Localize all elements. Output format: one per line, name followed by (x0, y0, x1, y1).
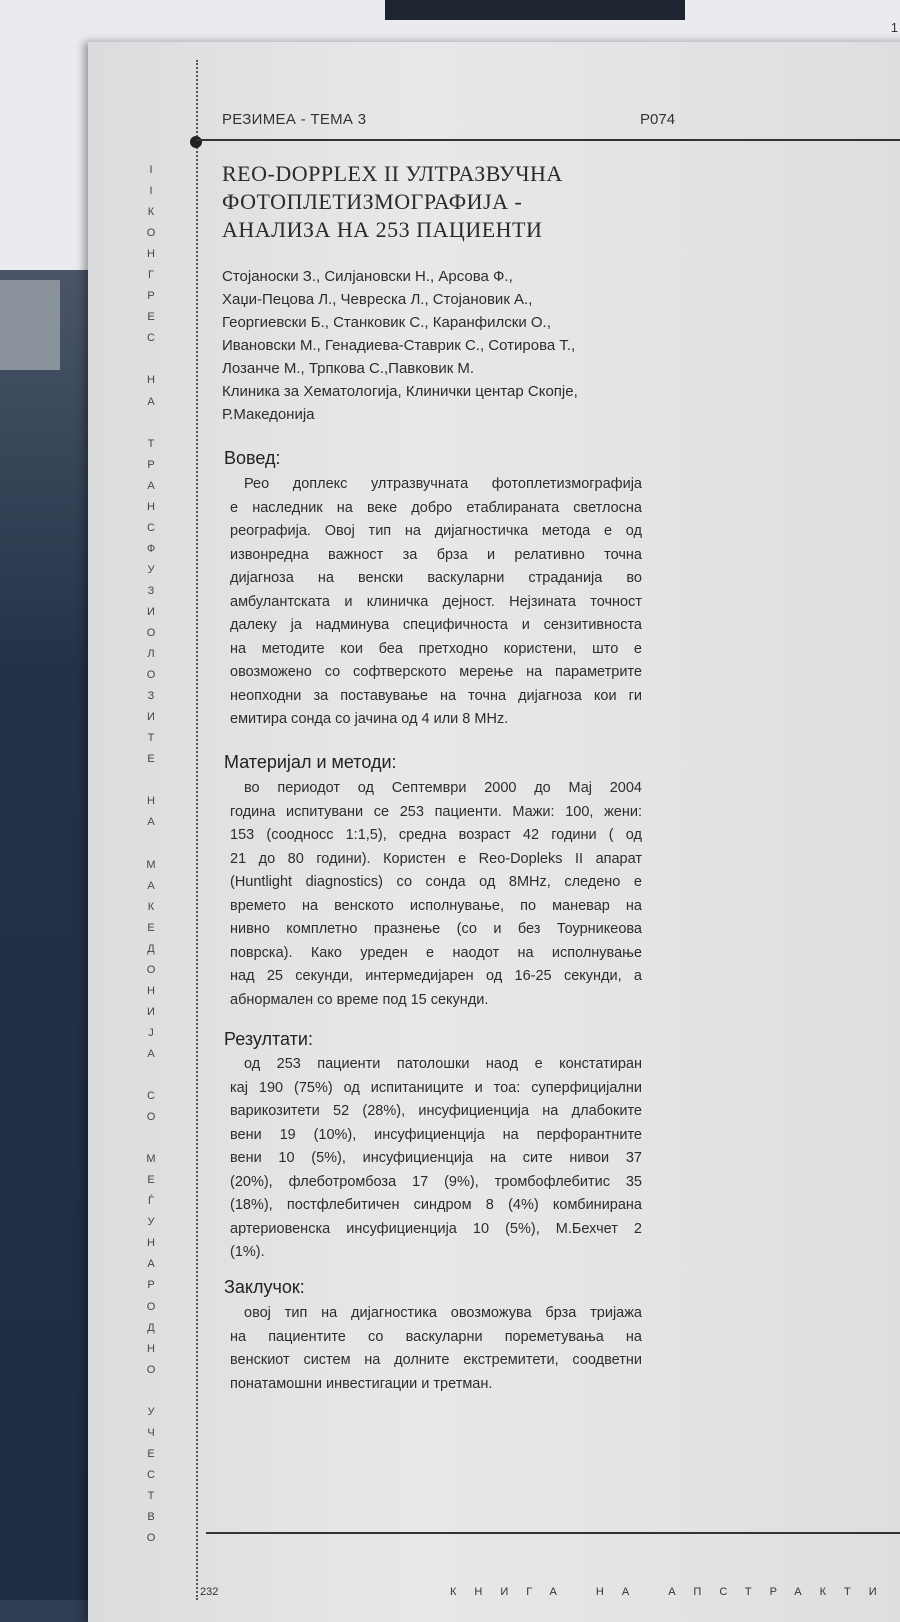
text-line: емитира сонда со јачина од 4 или 8 MHz. (230, 711, 509, 727)
conclusion-paragraph (230, 1302, 642, 1396)
background-left (0, 270, 95, 1600)
background-strip (0, 280, 60, 370)
vertical-text-char: Н (147, 248, 155, 261)
vertical-text-char: Д (147, 1321, 155, 1334)
vertical-text-char: З (147, 584, 155, 597)
vertical-text-char: У (147, 1405, 155, 1418)
text-line: извонредна важност за брза и релативно точна (230, 546, 642, 563)
text-line: артериовенска инсуфициенција 10 (5%), М.Бехчет 2 (230, 1220, 642, 1237)
vertical-text-char: М (146, 1153, 156, 1166)
text-line: на пациентите со васкуларни пореметувања на (230, 1328, 642, 1345)
affiliation-line: Клиника за Хематологија, Клинички центар Скопје, (222, 383, 578, 400)
vertical-text-char (149, 1386, 152, 1397)
text-line: венскиот систем на долните екстремитети, соодветни (230, 1352, 642, 1368)
conclusion-heading: Заклучок: (224, 1277, 305, 1297)
vertical-text-char: И (147, 1005, 155, 1018)
text-line: далеку ја надминува специфичноста и сензитивноста (230, 617, 642, 633)
results-heading: Резултати: (224, 1029, 313, 1049)
text-line: времето на венското исполнување, по маневар на (230, 897, 642, 914)
footer-rule (206, 1532, 900, 1534)
vertical-text-char: Л (147, 648, 155, 661)
vertical-text-char: Е (147, 753, 155, 766)
vertical-text-char: Е (147, 311, 155, 324)
vertical-text-char: А (147, 1047, 155, 1060)
vertical-text-char: С (147, 521, 155, 534)
vertical-text-char: Н (147, 374, 155, 387)
vertical-text-char: К (147, 900, 155, 913)
vertical-text-char: Е (147, 921, 155, 934)
vertical-text-char: Н (147, 1237, 155, 1250)
vertical-text-char: О (146, 1532, 156, 1545)
text-line: (18%), постфлебитичен синдром 8 (4%) комбинирана (230, 1197, 642, 1213)
text-line: поврска). Како уреден е наодот на исполнување (230, 944, 642, 961)
text-line: нивно комплетно празнење (со и без Тоурникеова (230, 921, 642, 937)
margin-dot (190, 136, 202, 148)
vertical-text-char (149, 418, 152, 429)
vertical-text-char: Р (147, 1279, 155, 1292)
vertical-text-char: Е (147, 1447, 155, 1460)
text-line: година испитувани се 253 пациенти. Мажи: 100, жени: (230, 803, 642, 820)
vertical-text-char: Т (147, 732, 155, 745)
text-line: (Huntlight diagnostics) со сонда од 8MHz, следено е (230, 874, 642, 890)
author-line: Хаџи-Пецова Л., Чевреска Л., Стојановик А., (222, 291, 533, 308)
intro-heading: Вовед: (224, 448, 281, 468)
author-line: Георгиевски Б., Станковик С., Каранфилски О., (222, 314, 551, 331)
vertical-text-char: В (147, 1511, 155, 1523)
vertical-text-char: I (149, 164, 153, 176)
page-number: 232 (200, 1586, 219, 1598)
vertical-text-char (149, 839, 152, 850)
vertical-text-char: Ч (147, 1426, 155, 1439)
title-line: REO-DOPPLEX II УЛТРАЗВУЧНА (222, 161, 563, 186)
vertical-text-char: Ј (148, 1026, 154, 1039)
intro-paragraph (230, 473, 642, 732)
affiliation-line: Р.Македонија (222, 406, 315, 423)
text-line: (20%), флеботромбоза 17 (9%), тромбофлебитис 35 (230, 1173, 642, 1190)
vertical-text-char: Ф (146, 542, 156, 555)
text-line: кај 190 (75%) од испитаниците и тоа: суперфицијални (230, 1079, 642, 1096)
vertical-text-char: I (149, 185, 153, 198)
vertical-text-char: С (147, 1090, 155, 1103)
header-code: P074 (640, 111, 676, 128)
text-line: е наследник на веке добро етаблираната светлосна (230, 499, 642, 516)
vertical-text-char: С (147, 1468, 155, 1481)
author-line: Ивановски М., Генадиева-Ставрик С., Сотирова Т., (222, 337, 576, 354)
header-rule (196, 139, 900, 141)
methods-paragraph (230, 777, 642, 1012)
text-line: од 253 пациенти патолошки наод е констатиран (244, 1056, 642, 1072)
text-line: абнормален со време под 15 секунди. (230, 991, 489, 1008)
vertical-text-char: Д (147, 942, 155, 955)
vertical-text-char: О (146, 1363, 156, 1376)
title-line: АНАЛИЗА НА 253 ПАЦИЕНТИ (222, 217, 543, 242)
vertical-text-char: О (146, 963, 156, 976)
vertical-text-char: А (147, 816, 155, 829)
vertical-text-char: Р (147, 458, 155, 471)
text-line: варикозитети 52 (28%), инсуфициенција на длабоките (230, 1103, 642, 1119)
vertical-text-char: О (146, 627, 156, 640)
vertical-text-char (149, 1133, 152, 1144)
vertical-text-char: А (147, 879, 155, 892)
vertical-text-char: И (147, 605, 155, 618)
vertical-text-char (149, 775, 152, 786)
vertical-text-char: Т (147, 1489, 155, 1502)
background-object (385, 0, 685, 20)
vertical-text-char: М (146, 858, 156, 871)
vertical-text-char: Е (147, 1174, 155, 1187)
vertical-text-char: А (147, 395, 155, 408)
vertical-text-char: Т (147, 437, 155, 450)
margin-dotted-rule (196, 60, 198, 1600)
vertical-text-char: А (147, 479, 155, 492)
text-line: неопходни за поставување на точна дијагноза кои ги (230, 687, 642, 704)
vertical-text-char: О (146, 669, 156, 682)
text-line: овозможено со софтверското мерење на параметрите (230, 664, 642, 680)
abstract-title (222, 160, 642, 244)
text-line: 21 до 80 години). Користен е Reo-Dopleks II апарат (230, 850, 642, 867)
vertical-text-char (149, 1070, 152, 1081)
vertical-text-char: О (146, 227, 156, 240)
vertical-text-char: Н (147, 1342, 155, 1355)
header-section-label: РЕЗИМЕА - ТЕМА 3 (222, 111, 367, 128)
author-line: Лозанче М., Трпкова С.,Павковик М. (222, 360, 475, 377)
text-line: (1%). (230, 1244, 265, 1260)
vertical-text-char: К (147, 206, 155, 219)
text-line: Рео доплекс ултразвучната фотоплетизмографија (244, 476, 642, 492)
vertical-text-char: Р (147, 290, 155, 303)
book-title: КНИГА НА АПСТРАКТИ (450, 1586, 895, 1598)
results-paragraph (230, 1053, 642, 1265)
text-line: над 25 секунди, интермедијарен од 16-25 секунди, а (230, 968, 642, 984)
vertical-congress-text (140, 165, 162, 1545)
author-line: Стојаноски З., Силјановски Н., Арсова Ф., (222, 268, 513, 285)
vertical-text-char (149, 354, 152, 365)
vertical-text-char: У (147, 563, 155, 576)
vertical-text-char: С (147, 332, 155, 345)
text-line: дијагноза на венски васкуларни страданија во (230, 570, 642, 586)
text-line: вени 19 (10%), инсуфициенција на перфорантните (230, 1126, 642, 1143)
text-line: на методите кои беа претходно користени, што е (230, 640, 642, 657)
vertical-text-char: Ѓ (148, 1195, 154, 1208)
authors-block (222, 265, 642, 426)
vertical-text-char: З (147, 690, 155, 703)
text-line: овој тип на дијагностика овозможува брза тријажа (244, 1305, 642, 1321)
text-line: амбулантската и клиничка дејност. Нејзината точност (230, 593, 642, 610)
vertical-text-char: О (146, 1111, 156, 1124)
title-line: ФОТОПЛЕТИЗМОГРАФИЈА - (222, 189, 523, 214)
text-line: понатамошни инвестигации и третман. (230, 1375, 493, 1392)
text-line: во периодот од Септември 2000 до Мај 2004 (244, 780, 642, 796)
vertical-text-char: О (146, 1300, 156, 1313)
text-line: реографија. Овој тип на дијагностичка метода е од (230, 523, 642, 539)
vertical-text-char: Н (147, 500, 155, 513)
vertical-text-char: У (147, 1216, 155, 1229)
corner-mark: 1 (890, 20, 898, 35)
vertical-text-char: Н (147, 984, 155, 997)
vertical-text-char: Г (148, 269, 154, 282)
vertical-text-char: И (147, 711, 155, 724)
text-line: вени 10 (5%), инсуфициенција на сите нивои 37 (230, 1150, 642, 1166)
vertical-text-char: А (147, 1258, 155, 1271)
methods-heading: Материјал и методи: (224, 752, 397, 772)
vertical-text-char: Н (147, 795, 155, 808)
text-line: 153 (соодносс 1:1,5), средна возраст 42 години ( од (230, 827, 642, 843)
